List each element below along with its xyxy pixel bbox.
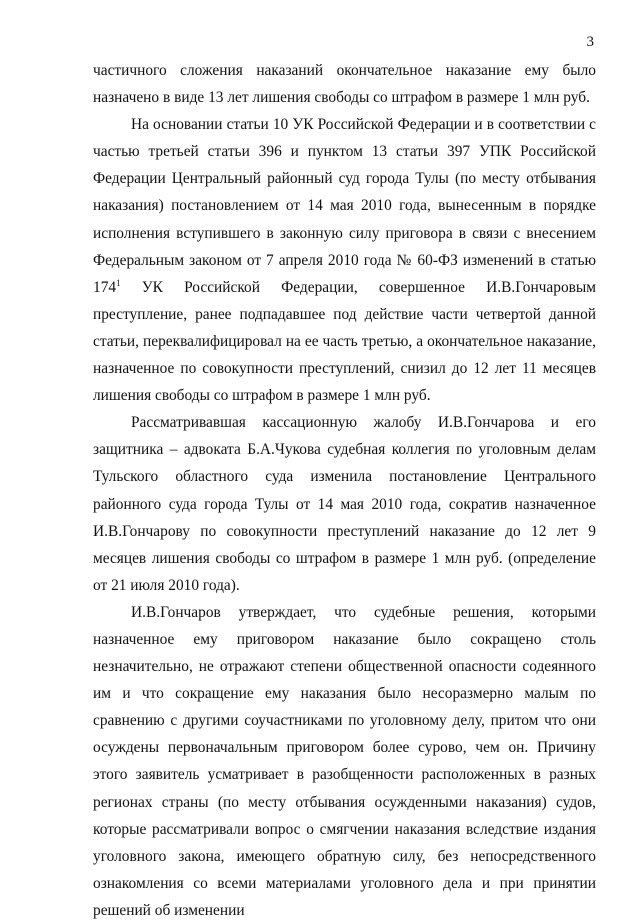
- paragraph-1: частичного сложения наказаний окончательное наказание ему было назначено в виде 13 лет лишения свободы со штрафом в размере 1 млн руб.: [93, 62, 596, 107]
- article-superscript: 1: [116, 277, 121, 288]
- paragraph-2: [93, 111, 596, 409]
- paragraph-4: И.В.Гончаров утверждает, что судебные решения, которыми назначенное ему приговором наказание было сокращено столь незначительно, не отражают степени общественной опасности содеянного им и что сокращение ему наказания было несоразмерно малым по сравнению с другими соучастниками по уголовному делу, притом что они осуждены первоначальным приговором более сурово, чем он. Причину этого заявитель усматривает в разобщенности расположенных в разных регионах страны (по месту отбывания осужденными наказания) судов, которые рассматривали вопрос о смягчении наказания вследствие издания уголовного закона, имеющего обратную силу, без непосредственного ознакомления со всеми материалами уголовного дела и при принятии решений об изменении: [93, 603, 596, 919]
- paragraph-2-text-before: На основании статьи 10 УК Российской Федерации и в соответствии с частью третьей статьи 396 и пунктом 13 статьи 397 УПК Российской Федерации Центральный районный суд города Тулы (по месту отбывания наказания) постановлением от 14 мая 2010 года, вынесенным в порядке исполнения вступившего в законную силу приговора в связи с внесением Федеральным законом от 7 апреля 2010 года № 60-ФЗ изменений в статью 174: [93, 116, 596, 296]
- document-body: [93, 57, 596, 924]
- paragraph-2-text-after: УК Российской Федерации, совершенное И.В.Гончаровым преступление, ранее подпадавшее под действие части четвертой данной статьи, переквалифицировал на ее часть третью, а окончательное наказание, назначенное по совокупности преступлений, снизил до 12 лет 11 месяцев лишения свободы со штрафом в размере 1 млн руб.: [93, 278, 596, 405]
- paragraph-3: Рассматривавшая кассационную жалобу И.В.Гончарова и его защитника – адвоката Б.А.Чукова судебная коллегия по уголовным делам Тульского областного суда изменила постановление Центрального районного суда города Тулы от 14 мая 2010 года, сократив назначенное И.В.Гончарову по совокупности преступлений наказание до 12 лет 9 месяцев лишения свободы со штрафом в размере 1 млн руб. (определение от 21 июля 2010 года).: [93, 414, 596, 594]
- page-number: 3: [586, 34, 594, 50]
